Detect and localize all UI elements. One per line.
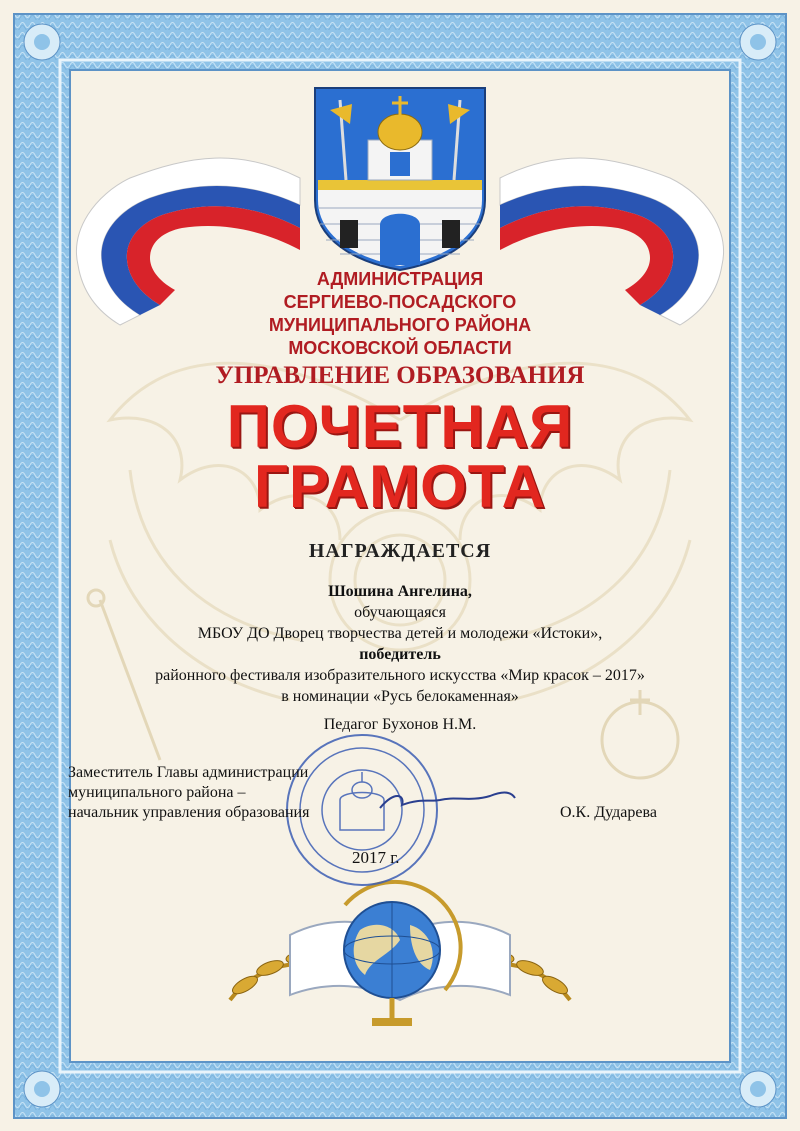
recipient-name: Шошина Ангелина, [328, 583, 472, 600]
org-name-line-2: СЕРГИЕВО-ПОСАДСКОГО [283, 292, 517, 312]
nomination-name: в номинации «Русь белокаменная» [281, 688, 519, 705]
certificate-title-line-2: ГРАМОТА [254, 453, 546, 520]
award-status: победитель [359, 646, 441, 663]
org-name-line-1: АДМИНИСТРАЦИЯ [316, 269, 484, 289]
certificate-year: 2017 г. [352, 848, 400, 867]
signer-name: О.К. Дударева [560, 804, 657, 821]
org-name-line-3: МУНИЦИПАЛЬНОГО РАЙОНА [268, 315, 532, 335]
globe-book-emblem-icon [230, 882, 570, 1026]
org-name-line-4: МОСКОВСКОЙ ОБЛАСТИ [288, 338, 512, 358]
signer-position-line-2: муниципального района – [68, 784, 246, 801]
signer-position-line-3: начальник управления образования [68, 804, 310, 821]
event-name: районного фестиваля изобразительного искусства «Мир красок – 2017» [155, 667, 645, 684]
recipient-role: обучающаяся [354, 604, 446, 621]
signer-position-line-1: Заместитель Главы администрации [68, 764, 309, 781]
award-heading: НАГРАЖДАЕТСЯ [308, 540, 492, 562]
teacher-name: Педагог Бухонов Н.М. [323, 716, 477, 733]
department-name: УПРАВЛЕНИЕ ОБРАЗОВАНИЯ [215, 362, 585, 389]
certificate-title-line-1: ПОЧЕТНАЯ [226, 393, 574, 460]
institution-name: МБОУ ДО Дворец творчества детей и молодежи «Истоки», [197, 625, 603, 642]
coat-of-arms-icon [315, 88, 485, 270]
